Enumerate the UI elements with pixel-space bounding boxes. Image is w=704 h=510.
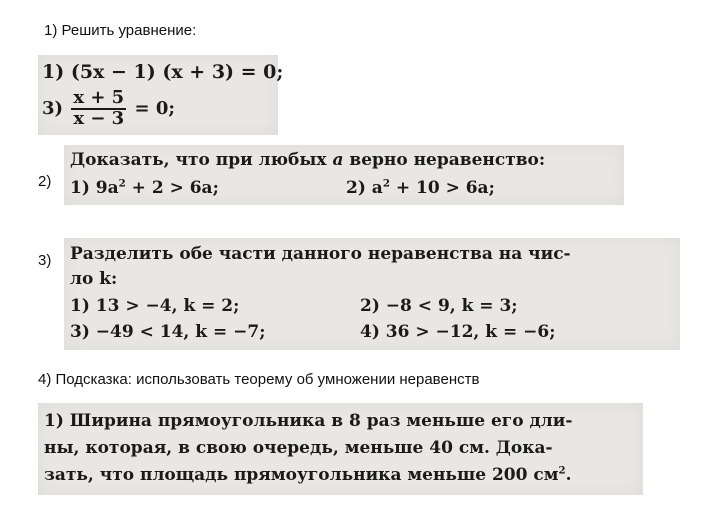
task3-item-2: 2) −8 < 9, k = 3;: [360, 296, 518, 316]
equation-1-number: 1): [42, 61, 65, 83]
equation-3-rhs: = 0;: [134, 97, 176, 119]
task4-line-3-text: зать, что площадь прямоугольника меньше 200 см: [44, 465, 559, 485]
inequality-1-exp: 2: [118, 177, 126, 190]
task2-statement-a: Доказать, что при любых: [70, 150, 333, 170]
task3-item-3: 3) −49 < 14, k = −7;: [70, 322, 266, 342]
task4-line-3-end: .: [565, 465, 572, 485]
inequality-2-b: + 10 > 6a;: [389, 178, 495, 198]
task3-heading: 3): [38, 252, 52, 269]
inequality-2: [346, 178, 495, 198]
task1-scan: [38, 55, 284, 135]
equation-1-text: (5x − 1) (x + 3) = 0;: [70, 61, 284, 83]
task3-item-1: 1) 13 > −4, k = 2;: [70, 296, 240, 316]
task3-item-4: 4) 36 > −12, k = −6;: [360, 322, 556, 342]
task4-line-1: 1) Ширина прямоугольника в 8 раз меньше его дли-: [44, 411, 573, 431]
equation-1: [42, 61, 283, 83]
task1-heading: 1) Решить уравнение:: [44, 22, 197, 39]
equation-3-number: 3): [42, 97, 64, 119]
task2-statement-b: верно неравенство:: [343, 150, 546, 170]
task4-line-3-exp: 2: [558, 464, 566, 477]
inequality-1-b: + 2 > 6a;: [125, 178, 219, 198]
task2-scan: [64, 145, 624, 205]
task4-scan: [38, 403, 643, 495]
equation-3: [42, 89, 175, 129]
inequality-2-number: 2): [346, 178, 366, 198]
task4-heading: 4) Подсказка: использовать теорему об умножении неравенств: [38, 371, 480, 388]
task4-line-2: ны, которая, в свою очередь, меньше 40 см. Дока-: [44, 438, 553, 458]
inequality-1: [70, 178, 219, 198]
task3-statement-line1: Разделить обе части данного неравенства на чис-: [70, 244, 571, 264]
fraction-numerator: x + 5: [73, 87, 125, 108]
task3-statement-line2: ло k:: [70, 269, 118, 289]
inequality-2-a: a: [371, 178, 383, 198]
task2-heading: 2): [38, 173, 52, 190]
inequality-1-a: 9a: [95, 178, 119, 198]
task2-statement-var: a: [332, 150, 344, 170]
task4-line-3: [44, 465, 572, 485]
task3-scan: [64, 238, 680, 350]
fraction-denominator: x − 3: [73, 107, 125, 129]
equation-3-fraction: [71, 89, 126, 129]
inequality-1-number: 1): [70, 178, 90, 198]
task2-statement: [70, 150, 545, 170]
inequality-2-exp: 2: [382, 177, 390, 190]
